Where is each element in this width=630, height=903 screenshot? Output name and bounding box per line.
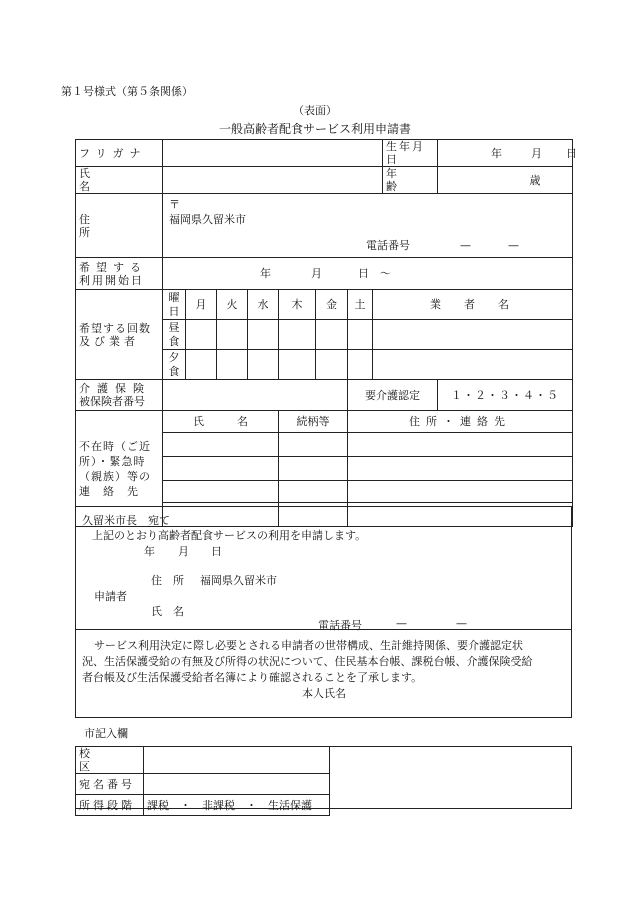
contact-address-3[interactable] — [348, 481, 573, 503]
lunch-fri[interactable] — [316, 320, 348, 350]
contact-name-header: 氏 名 — [163, 411, 279, 433]
age-label: 年 齢 — [383, 167, 438, 194]
lunch-sat[interactable] — [348, 320, 373, 350]
insurance-label-1: 介護保険 — [79, 382, 151, 395]
lunch-vendor[interactable] — [373, 320, 573, 350]
lunch-mon[interactable] — [186, 320, 217, 350]
lunch-wed[interactable] — [248, 320, 279, 350]
name-field[interactable] — [163, 167, 383, 194]
phone-dash-1: — — [460, 239, 471, 252]
contact-relation-3[interactable] — [279, 481, 348, 503]
contact-relation-1[interactable] — [279, 433, 348, 457]
emergency-label-2: 所）・緊急時 — [79, 454, 146, 468]
start-day-from: 日 ～ — [358, 267, 391, 280]
address-label: 住 所 — [76, 194, 163, 258]
address-value: 福岡県久留米市 — [169, 213, 246, 226]
start-date-field[interactable] — [163, 258, 573, 290]
dinner-sat[interactable] — [348, 350, 373, 380]
contact-address-1[interactable] — [348, 433, 573, 457]
birthdate-label: 生年月日 — [383, 140, 438, 167]
name-label — [76, 167, 163, 194]
contact-name-2[interactable] — [163, 457, 279, 481]
dinner-fri[interactable] — [316, 350, 348, 380]
consent-section — [75, 629, 572, 718]
form-side: （表面） — [293, 104, 337, 117]
birth-day-label: 日 — [566, 146, 577, 160]
birthdate-field[interactable] — [438, 140, 577, 167]
contact-relation-header: 続柄等 — [279, 411, 348, 433]
start-date-label — [76, 258, 163, 290]
request-statement: 上記のとおり高齢者配食サービスの利用を申請します。 — [92, 529, 367, 542]
phone-label: 電話番号 — [366, 239, 410, 252]
lunch-tue[interactable] — [217, 320, 248, 350]
weekday-mon: 月 — [186, 290, 217, 320]
addressee: 久留米市長 宛て — [82, 514, 170, 527]
weekday-thu: 木 — [279, 290, 316, 320]
birth-month-label: 月 — [531, 146, 542, 160]
times-label-1: 希望する回数 — [79, 321, 151, 335]
applicant-address-value[interactable]: 福岡県久留米市 — [200, 574, 277, 587]
request-year: 年 — [144, 545, 155, 558]
lunch-thu[interactable] — [279, 320, 316, 350]
form-title: 一般高齢者配食サービス利用申請書 — [218, 122, 411, 136]
dinner-thu[interactable] — [279, 350, 316, 380]
applicant-phone-dash-1: — — [396, 617, 407, 630]
address-field[interactable] — [163, 194, 573, 258]
dinner-tue[interactable] — [217, 350, 248, 380]
consent-line-3: 者台帳及び生活保護受給者名簿により確認されることを了承します。 — [82, 671, 423, 684]
emergency-label-3: （親族）等の — [79, 469, 151, 483]
care-level-label: 要介護認定 — [348, 380, 438, 411]
contact-name-3[interactable] — [163, 481, 279, 503]
applicant-name-label: 氏 名 — [151, 605, 184, 618]
weekday-wed: 水 — [248, 290, 279, 320]
consent-line-1: サービス利用決定に際し必要とされる申請者の世帯構成、生計維持関係、要介護認定状 — [94, 639, 523, 652]
age-field[interactable] — [438, 167, 573, 194]
office-use-heading: 市記入欄 — [84, 727, 128, 740]
application-table — [75, 139, 577, 527]
start-year: 年 — [260, 267, 271, 280]
insurance-label — [76, 380, 163, 411]
times-label — [76, 290, 163, 380]
office-use-table — [75, 746, 330, 816]
postal-mark: 〒 — [169, 198, 180, 211]
income-level-label: 所得段階 — [76, 795, 144, 816]
lunch-label — [163, 320, 186, 350]
dinner-label — [163, 350, 186, 380]
care-level-options[interactable]: １・２・３・４・５ — [438, 380, 573, 411]
consent-signature-label: 本人氏名 — [302, 687, 346, 700]
weekday-header-2: 日 — [168, 304, 180, 318]
vendor-header: 業 者 名 — [373, 290, 573, 320]
start-date-label-2: 利用開始日 — [79, 273, 144, 287]
address-number-label: 宛名番号 — [76, 774, 144, 795]
request-day: 日 — [211, 545, 222, 558]
lunch-label-1: 昼 — [168, 320, 180, 334]
applicant-phone-dash-2: — — [456, 617, 467, 630]
contact-address-header: 住所・連絡先 — [348, 411, 573, 433]
school-district-field[interactable] — [144, 747, 330, 774]
dinner-label-1: 夕 — [168, 350, 180, 364]
income-level-options[interactable]: 課税 ・ 非課税 ・ 生活保護 — [144, 795, 330, 816]
emergency-label-4: 連 絡 先 — [79, 484, 139, 498]
weekday-fri: 金 — [316, 290, 348, 320]
birth-year-label: 年 — [491, 146, 502, 160]
furigana-field[interactable] — [163, 140, 383, 167]
contact-relation-2[interactable] — [279, 457, 348, 481]
emergency-label-1: 不在時（ご近 — [79, 439, 151, 453]
name-label-text: 氏 名 — [79, 167, 141, 193]
start-date-label-1: 希望する — [79, 260, 147, 274]
weekday-tue: 火 — [217, 290, 248, 320]
dinner-vendor[interactable] — [373, 350, 573, 380]
start-month: 月 — [311, 267, 322, 280]
consent-line-2: 況、生活保護受給の有無及び所得の状況について、住民基本台帳、課税台帳、介護保険受給 — [82, 655, 533, 668]
address-number-field[interactable] — [144, 774, 330, 795]
request-section — [75, 506, 572, 630]
age-unit: 歳 — [529, 173, 541, 187]
form-id: 第１号様式（第５条関係） — [61, 85, 193, 98]
phone-dash-2: — — [508, 239, 519, 252]
dinner-mon[interactable] — [186, 350, 217, 380]
request-month: 月 — [178, 545, 189, 558]
weekday-header — [163, 290, 186, 320]
applicant-address-label: 住 所 — [151, 574, 184, 587]
dinner-wed[interactable] — [248, 350, 279, 380]
lunch-label-2: 食 — [168, 334, 180, 348]
insurance-number-field[interactable] — [163, 380, 348, 411]
weekday-header-1: 曜 — [168, 290, 180, 304]
school-district-label: 校 区 — [76, 747, 144, 774]
applicant-phone-label: 電話番号 — [318, 619, 362, 632]
contact-address-2[interactable] — [348, 457, 573, 481]
furigana-label: フリガナ — [76, 140, 163, 167]
dinner-label-2: 食 — [168, 364, 180, 378]
contact-name-1[interactable] — [163, 433, 279, 457]
applicant-label: 申請者 — [94, 590, 127, 603]
insurance-label-2: 被保険者番号 — [79, 395, 145, 408]
times-label-2: 及び業者 — [79, 334, 139, 348]
weekday-sat: 土 — [348, 290, 373, 320]
